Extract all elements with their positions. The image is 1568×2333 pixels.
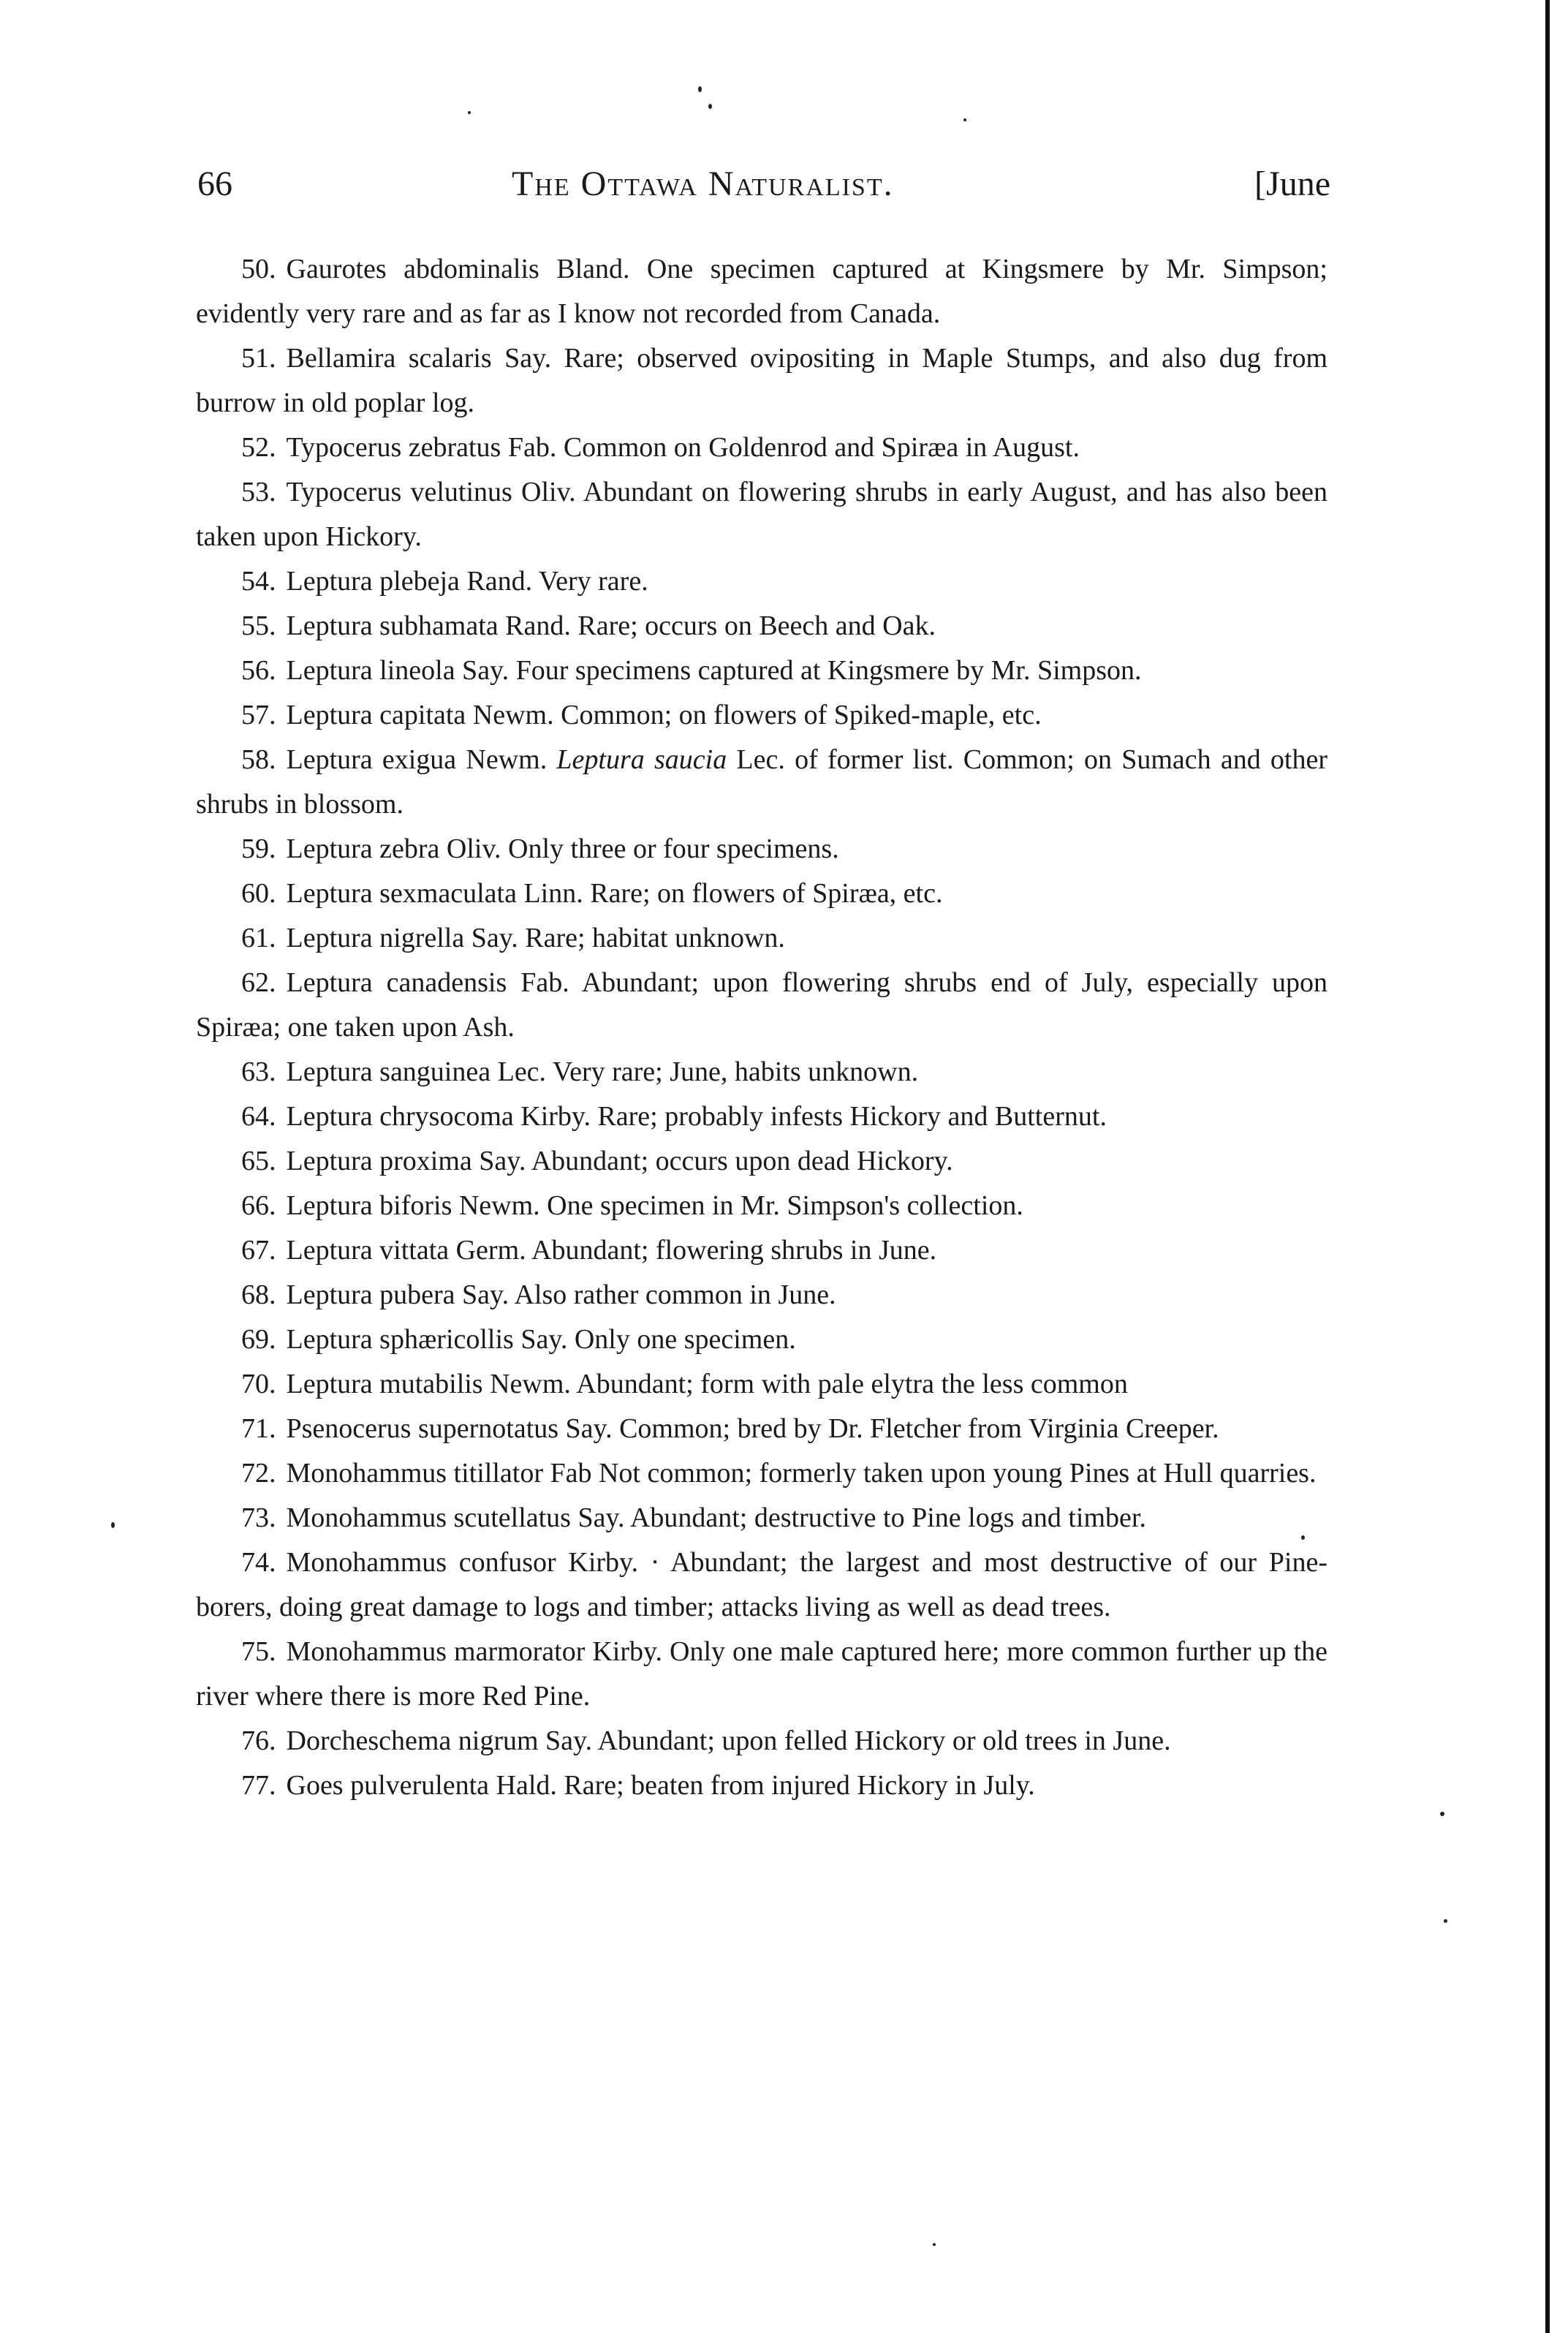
species-entry xyxy=(196,1719,1328,1763)
species-entry xyxy=(196,916,1328,961)
entry-text: Leptura subhamata Rand. Rare; occurs on Beech and Oak. xyxy=(286,610,936,641)
entry-number: 76. xyxy=(241,1725,276,1756)
entry-number: 69. xyxy=(241,1324,276,1355)
entry-text: Leptura lineola Say. Four specimens captured at Kingsmere by Mr. Simpson. xyxy=(286,655,1142,686)
species-entry xyxy=(196,604,1328,649)
entry-number: 62. xyxy=(241,967,276,998)
entry-number: 55. xyxy=(241,610,276,641)
species-entry xyxy=(196,559,1328,604)
species-entry xyxy=(196,426,1328,470)
entry-number: 63. xyxy=(241,1056,276,1087)
scan-speck xyxy=(933,2243,936,2246)
entry-number: 74. xyxy=(241,1547,276,1578)
species-entry xyxy=(196,1630,1328,1719)
entry-number: 56. xyxy=(241,655,276,686)
journal-title: The Ottawa Naturalist. xyxy=(512,165,894,203)
entry-number: 54. xyxy=(241,566,276,597)
entry-number: 71. xyxy=(241,1413,276,1444)
entry-number: 73. xyxy=(241,1502,276,1533)
species-entry xyxy=(196,1094,1328,1139)
species-entry xyxy=(196,247,1328,336)
entry-text: Leptura biforis Newm. One specimen in Mr. Simpson's collection. xyxy=(286,1190,1023,1221)
entry-text: Leptura canadensis Fab. Abundant; upon flowering shrubs end of July, especially upon Spiræa; one taken upon Ash. xyxy=(196,967,1328,1043)
entry-number: 61. xyxy=(241,923,276,953)
entry-number: 65. xyxy=(241,1146,276,1176)
scan-speck xyxy=(1440,1812,1444,1816)
scan-speck xyxy=(698,86,702,92)
scan-speck xyxy=(963,118,966,121)
species-entry xyxy=(196,693,1328,738)
entry-text: Leptura sexmaculata Linn. Rare; on flowers of Spiræa, etc. xyxy=(286,878,943,909)
entry-text: Leptura sanguinea Lec. Very rare; June, habits unknown. xyxy=(286,1056,919,1087)
entry-number: 70. xyxy=(241,1369,276,1399)
entry-text: Monohammus scutellatus Say. Abundant; destructive to Pine logs and timber. xyxy=(286,1502,1146,1533)
entry-text: Leptura exigua Newm. xyxy=(286,744,548,775)
entry-text: Psenocerus supernotatus Say. Common; bred by Dr. Fletcher from Virginia Creeper. xyxy=(286,1413,1219,1444)
species-entry xyxy=(196,871,1328,916)
species-entry xyxy=(196,1050,1328,1094)
entry-text: Leptura vittata Germ. Abundant; flowering shrubs in June. xyxy=(286,1235,937,1266)
species-entry xyxy=(196,1451,1328,1496)
binding-edge xyxy=(1545,0,1550,2333)
entry-number: 52. xyxy=(241,432,276,463)
entry-text: Leptura pubera Say. Also rather common in June. xyxy=(286,1279,836,1310)
species-list xyxy=(196,247,1328,1808)
entry-number: 68. xyxy=(241,1279,276,1310)
entry-number: 53. xyxy=(241,477,276,507)
entry-number: 75. xyxy=(241,1636,276,1667)
entry-text: Monohammus confusor Kirby. · Abundant; the largest and most destructive of our Pine-borers, doing great damage to logs and timber; attacks living as well as dead trees. xyxy=(196,1547,1328,1622)
species-entry xyxy=(196,1273,1328,1317)
entry-text: Leptura proxima Say. Abundant; occurs upon dead Hickory. xyxy=(286,1146,953,1176)
page-number: 66 xyxy=(197,165,232,203)
entry-text: Bellamira scalaris Say. Rare; observed ovipositing in Maple Stumps, and also dug from burrow in old poplar log. xyxy=(196,343,1328,418)
species-entry xyxy=(196,1228,1328,1273)
running-header xyxy=(197,162,1330,221)
species-entry xyxy=(196,336,1328,426)
entry-number: 77. xyxy=(241,1770,276,1801)
entry-number: 50. xyxy=(241,254,276,284)
entry-number: 60. xyxy=(241,878,276,909)
entry-text: Monohammus marmorator Kirby. Only one male captured here; more common further up the river where there is more Red Pine. xyxy=(196,1636,1328,1712)
entry-number: 72. xyxy=(241,1458,276,1489)
scan-speck xyxy=(1444,1919,1447,1923)
entry-text: Leptura capitata Newm. Common; on flowers of Spiked-maple, etc. xyxy=(286,700,1042,730)
species-entry xyxy=(196,1317,1328,1362)
entry-number: 59. xyxy=(241,833,276,864)
entry-text: Gaurotes abdominalis Bland. One specimen captured at Kingsmere by Mr. Simpson; evidently very rare and as far as I know not recorded from Canada. xyxy=(196,254,1328,329)
entry-text: Lec. of former list. Common; on Sumach and other shrubs in blossom. xyxy=(196,744,1328,820)
issue-month: [June xyxy=(1254,165,1330,203)
entry-text: Dorcheschema nigrum Say. Abundant; upon felled Hickory or old trees in June. xyxy=(286,1725,1171,1756)
entry-text: Monohammus titillator Fab Not common; formerly taken upon young Pines at Hull quarries. xyxy=(286,1458,1317,1489)
entry-text: Goes pulverulenta Hald. Rare; beaten from injured Hickory in July. xyxy=(286,1770,1035,1801)
entry-text: Typocerus velutinus Oliv. Abundant on flowering shrubs in early August, and has also been taken upon Hickory. xyxy=(196,477,1328,552)
scan-speck xyxy=(708,104,712,109)
species-entry xyxy=(196,738,1328,827)
entry-number: 51. xyxy=(241,343,276,374)
species-entry xyxy=(196,1540,1328,1630)
entry-italic-synonym: Leptura saucia xyxy=(556,744,727,775)
entry-text: Leptura chrysocoma Kirby. Rare; probably infests Hickory and Butternut. xyxy=(286,1101,1107,1132)
entry-text: Leptura plebeja Rand. Very rare. xyxy=(286,566,648,597)
entry-number: 66. xyxy=(241,1190,276,1221)
species-entry xyxy=(196,1407,1328,1451)
species-entry xyxy=(196,649,1328,693)
entry-number: 57. xyxy=(241,700,276,730)
entry-text: Typocerus zebratus Fab. Common on Goldenrod and Spiræa in August. xyxy=(286,432,1080,463)
species-entry xyxy=(196,1139,1328,1184)
entry-number: 58. xyxy=(241,744,276,775)
species-entry xyxy=(196,1496,1328,1540)
species-entry xyxy=(196,1184,1328,1228)
entry-text: Leptura nigrella Say. Rare; habitat unknown. xyxy=(286,923,785,953)
species-entry xyxy=(196,827,1328,871)
entry-text: Leptura mutabilis Newm. Abundant; form with pale elytra the less common xyxy=(286,1369,1128,1399)
scan-speck xyxy=(468,111,471,114)
species-entry xyxy=(196,961,1328,1050)
entry-text: Leptura sphæricollis Say. Only one specimen. xyxy=(286,1324,796,1355)
scan-speck xyxy=(111,1522,115,1528)
entry-number: 67. xyxy=(241,1235,276,1266)
entry-number: 64. xyxy=(241,1101,276,1132)
species-entry xyxy=(196,1362,1328,1407)
entry-text: Leptura zebra Oliv. Only three or four specimens. xyxy=(286,833,839,864)
species-entry xyxy=(196,1763,1328,1808)
species-entry xyxy=(196,470,1328,559)
